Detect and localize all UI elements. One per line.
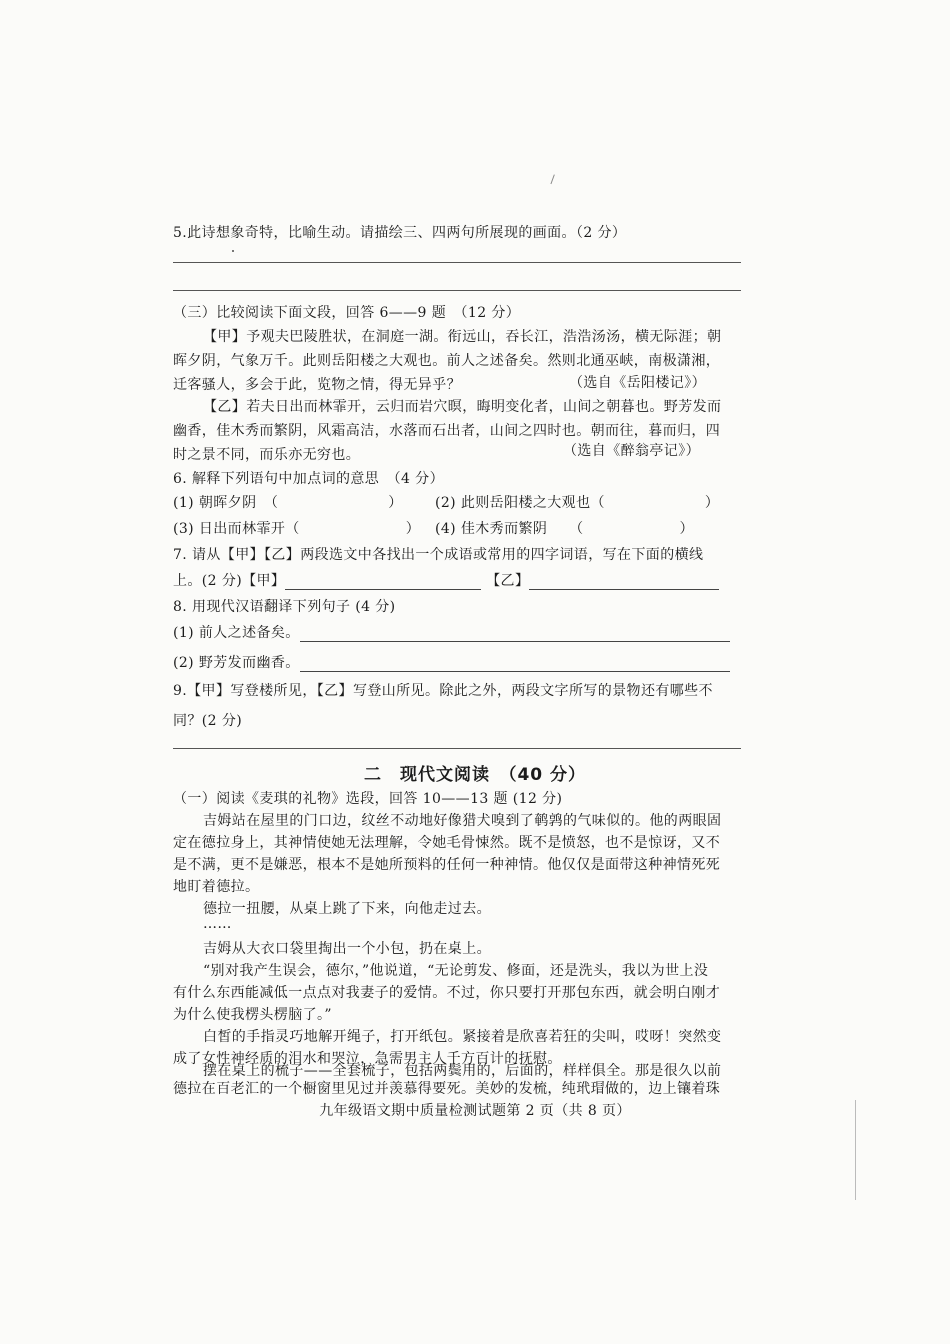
question-8-title: 8. 用现代汉语翻译下列句子 (4 分) (173, 599, 396, 615)
story-paragraph-line: 吉姆从大衣口袋里掏出一个小包，扔在桌上。 (203, 941, 491, 957)
story-paragraph-line: “别对我产生误会，德尔，”他说道，“无论剪发、修面，还是洗头，我以为世上没 (203, 963, 709, 979)
story-paragraph-line: 德拉在百老汇的一个橱窗里见过并羡慕得要死。美妙的发梳，纯玳瑁做的，边上镶着珠 (173, 1081, 721, 1097)
story-paragraph-line: 德拉一扭腰，从桌上跳了下来，向他走过去。 (203, 901, 491, 917)
passage-jia-source: （选自《岳阳楼记》） (569, 375, 706, 391)
q7-answer-yi[interactable] (529, 575, 719, 590)
passage-yi-source: （选自《醉翁亭记》） (563, 443, 700, 459)
story-ellipsis: …… (203, 916, 232, 932)
q6-item-3-text: (3) 日出而林霏开（ (173, 521, 300, 537)
pen-dot (232, 250, 234, 252)
q7-label-yi: 【乙】 (486, 573, 530, 589)
q6-item-1-text: (1) 朝晖夕阴 （ (173, 495, 279, 511)
q6-item-4-close: ） (679, 521, 694, 537)
page-footer: 九年级语文期中质量检测试题第 2 页（共 8 页） (319, 1103, 631, 1119)
q6-item-2-text: (2) 此则岳阳楼之大观也（ (435, 495, 605, 511)
section-3-title: （三）比较阅读下面文段，回答 6——9 题 （12 分） (173, 305, 521, 321)
story-paragraph-line: 有什么东西能减低一点点对我妻子的爱情。不过，你只要打开那包东西，就会明白刚才 (173, 985, 721, 1001)
answer-line-q9 (173, 748, 741, 749)
passage-yi-line-2: 幽香，佳木秀而繁阴，风霜高洁，水落而石出者，山间之四时也。朝而往，暮而归，四 (173, 423, 721, 439)
passage-yi-line-3: 时之景不同，而乐亦无穷也。 (173, 447, 361, 463)
story-paragraph-line: 定在德拉身上，其神情使她无法理解，令她毛骨悚然。既不是愤怒，也不是惊讶，又不 (173, 835, 721, 851)
question-9-line-2: 同？(2 分) (173, 713, 243, 729)
scan-edge (855, 1100, 856, 1200)
q8-item-1-answer[interactable] (300, 627, 730, 642)
question-7-line-1: 7. 请从【甲】【乙】两段选文中各找出一个成语或常用的四字词语，写在下面的横线 (173, 547, 704, 563)
answer-line-q5-1 (173, 262, 741, 263)
story-paragraph-line: 地盯着德拉。 (173, 879, 260, 895)
part-2-subtitle: （一）阅读《麦琪的礼物》选段，回答 10——13 题 (12 分) (173, 791, 563, 807)
passage-jia-line-3: 迁客骚人，多会于此，览物之情，得无异乎？ (173, 377, 461, 393)
q8-item-1-text: (1) 前人之述备矣。 (173, 625, 300, 641)
question-9-line-1: 9.【甲】写登楼所见，【乙】写登山所见。除此之外，两段文字所写的景物还有哪些不 (173, 683, 713, 699)
story-paragraph-line: 摆在桌上的梳子——全套梳子，包括两鬓用的，后面的，样样俱全。那是很久以前 (203, 1063, 722, 1079)
story-paragraph-line: 是不满，更不是嫌恶，根本不是她所预料的任何一种神情。他仅仅是面带这种神情死死 (173, 857, 721, 873)
question-6-item-3 (173, 518, 420, 538)
question-6-item-4 (435, 518, 694, 538)
pen-mark (550, 174, 558, 185)
q8-item-2-text: (2) 野芳发而幽香。 (173, 655, 300, 671)
story-paragraph-line: 吉姆站在屋里的门口边，纹丝不动地好像猎犬嗅到了鹌鹑的气味似的。他的两眼固 (203, 813, 722, 829)
question-8-item-2 (173, 652, 730, 672)
q6-item-1-close: ） (388, 495, 403, 511)
q6-item-3-close: ） (405, 521, 421, 537)
q8-item-2-answer[interactable] (300, 657, 730, 672)
passage-jia-line-2: 晖夕阴，气象万千。此则岳阳楼之大观也。前人之述备矣。然则北通巫峡，南极潇湘， (173, 353, 721, 369)
story-paragraph-line: 为什么使我楞头楞脑了。” (173, 1007, 332, 1023)
question-5: 5.此诗想象奇特，比喻生动。请描绘三、四两句所展现的画面。（2 分） (173, 225, 627, 241)
question-7-line-2 (173, 570, 719, 590)
q6-item-4-text: (4) 佳木秀而繁阴 （ (435, 521, 584, 537)
story-paragraph-line: 白皙的手指灵巧地解开绳子，打开纸包。紧接着是欣喜若狂的尖叫，哎呀！突然变 (203, 1029, 722, 1045)
answer-line-q5-2 (173, 290, 741, 291)
q7-prompt: 上。(2 分)【甲】 (173, 573, 286, 589)
q7-answer-jia[interactable] (285, 575, 481, 590)
question-6-title: 6. 解释下列语句中加点词的意思 （4 分） (173, 471, 444, 487)
story-paragraph-line: 成了女性神经质的泪水和哭泣，急需男主人千方百计的抚慰。 (173, 1051, 562, 1067)
passage-jia-line-1: 【甲】予观夫巴陵胜状，在洞庭一湖。衔远山，吞长江，浩浩汤汤，横无际涯；朝 (203, 329, 722, 345)
question-8-item-1 (173, 622, 730, 642)
q6-item-2-close: ） (704, 495, 720, 511)
passage-yi-line-1: 【乙】若夫日出而林霏开，云归而岩穴暝，晦明变化者，山间之朝暮也。野芳发而 (203, 399, 722, 415)
section-heading: 二 现代文阅读 （40 分） (363, 765, 587, 785)
question-6-item-2 (435, 492, 719, 512)
question-6-item-1 (173, 492, 403, 512)
